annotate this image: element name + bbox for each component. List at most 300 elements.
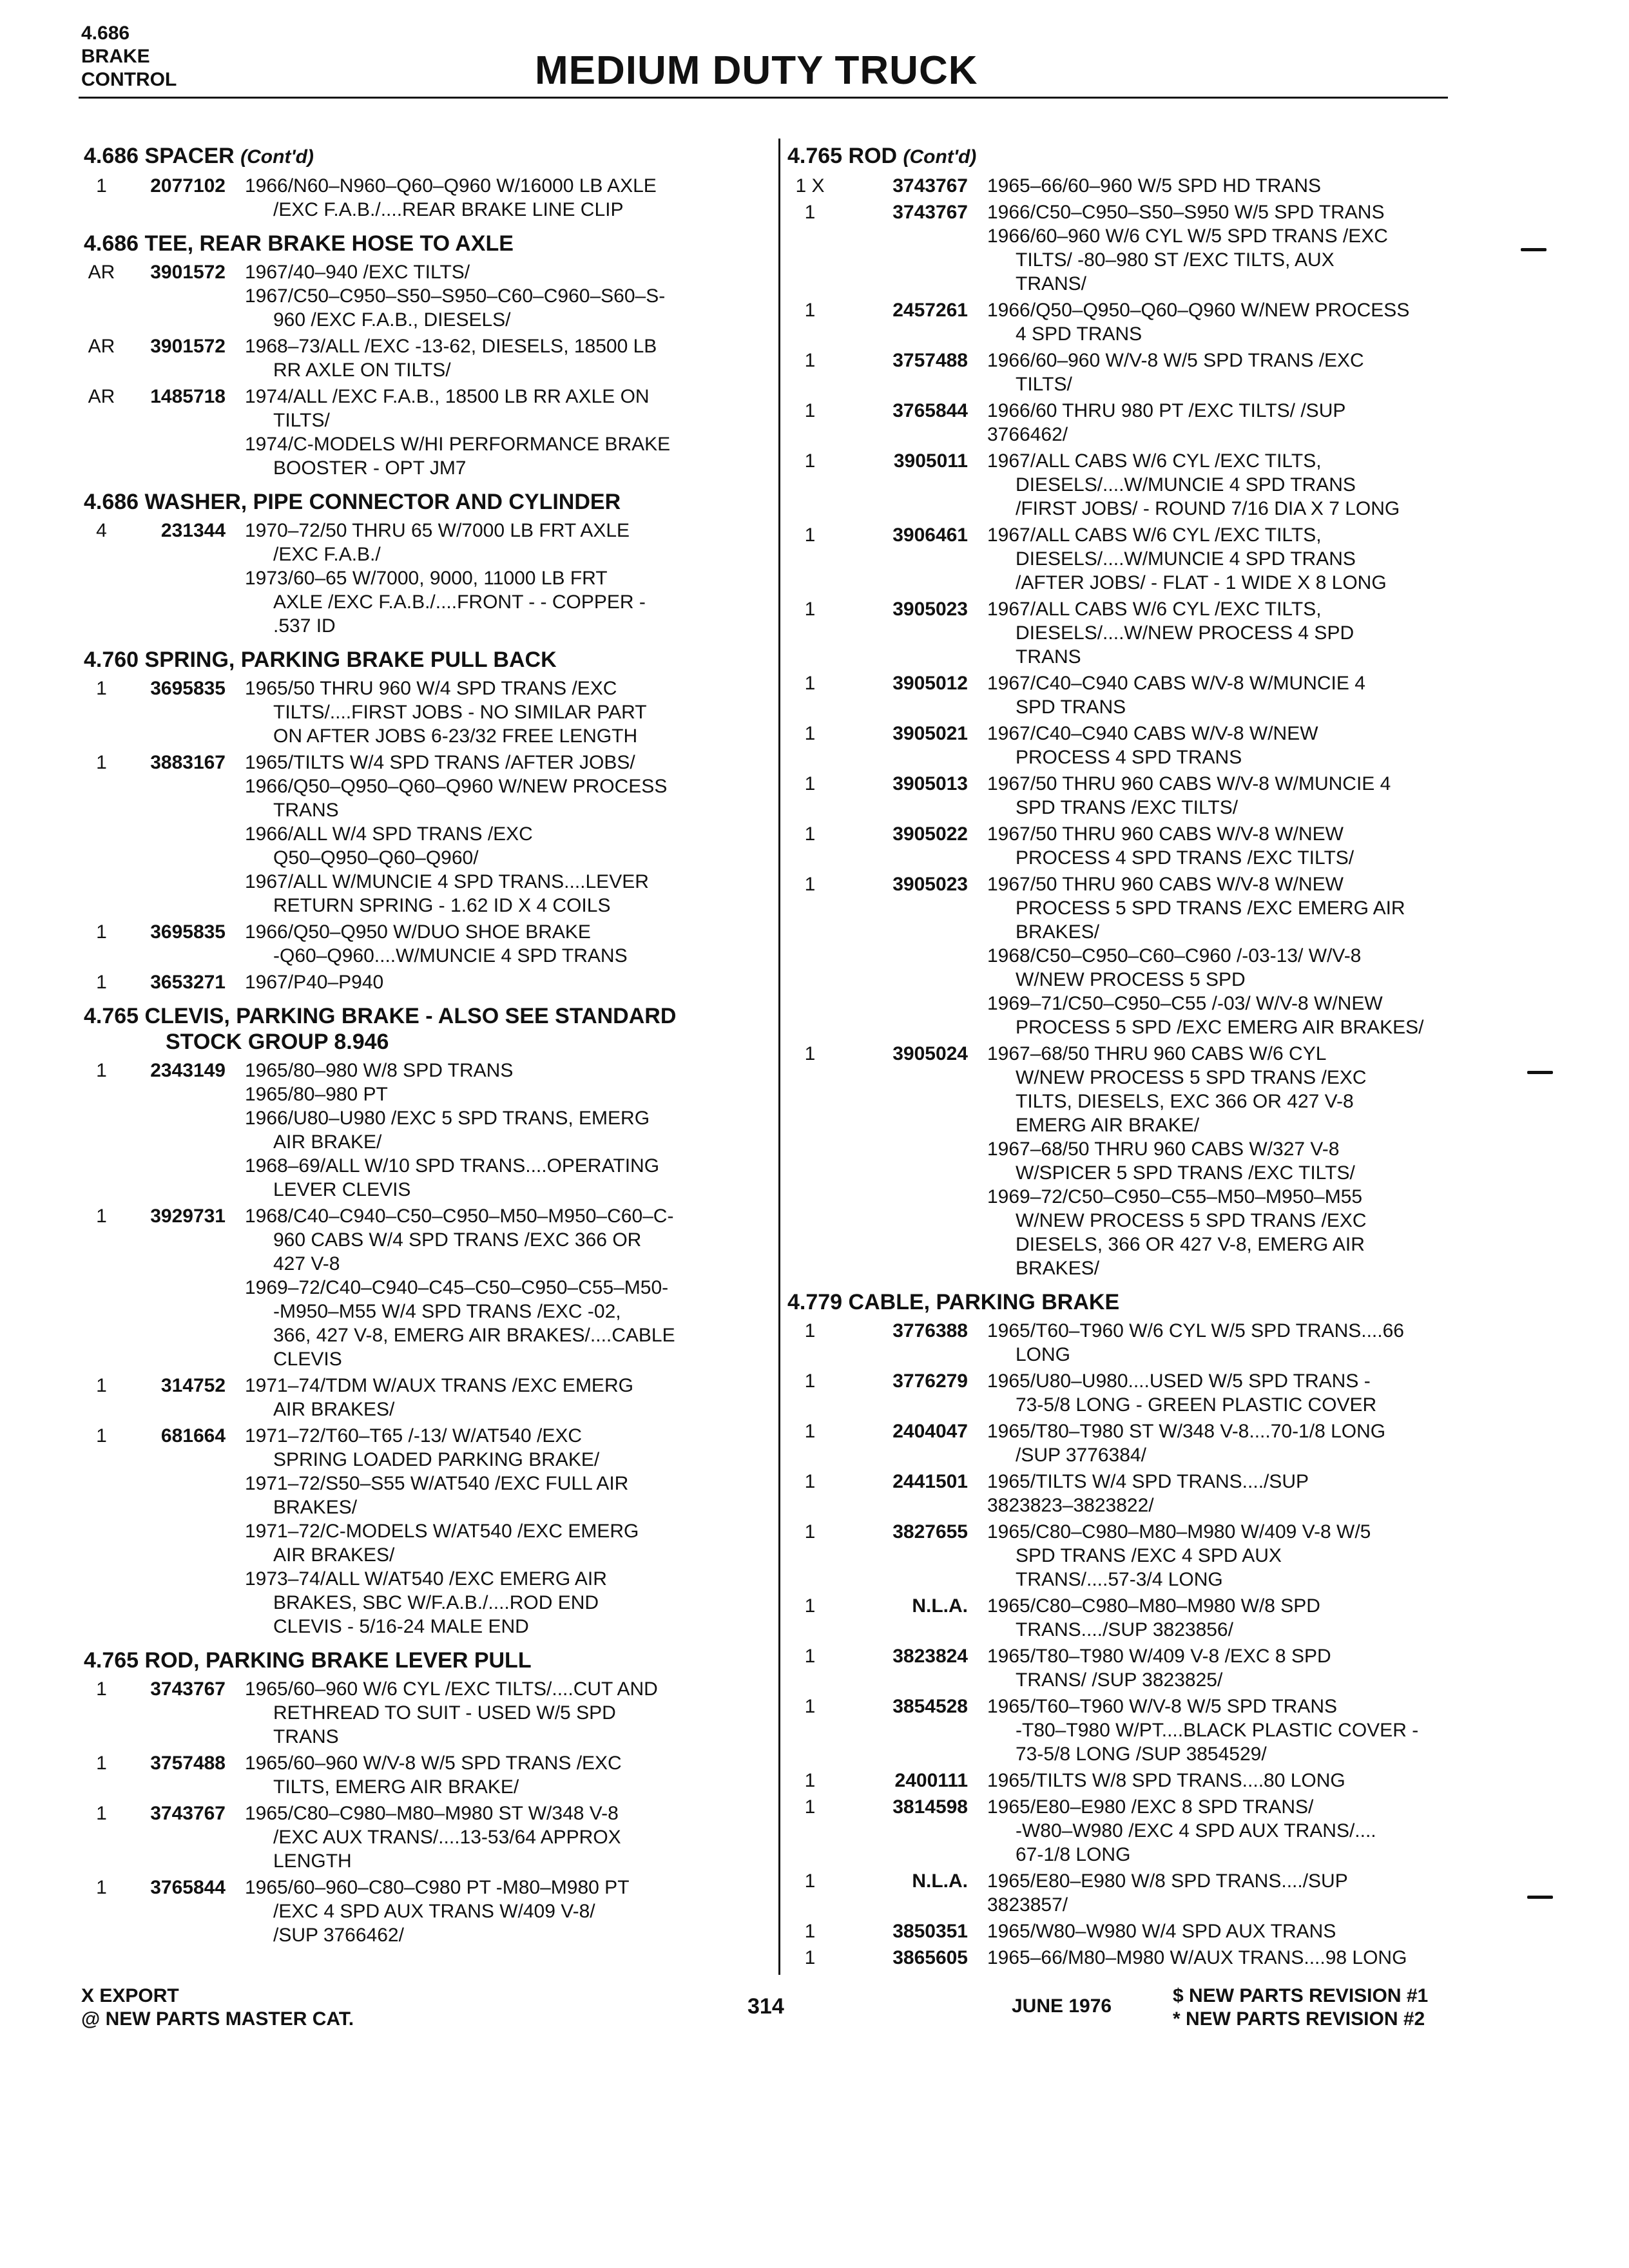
part-description <box>987 1644 1464 1692</box>
description-line: 1965–66/60–960 W/5 SPD HD TRANS <box>987 175 1322 197</box>
header-group-line2: CONTROL <box>81 69 177 90</box>
part-number: 681664 <box>160 1425 226 1446</box>
part-entry <box>84 260 754 332</box>
description-line: 1973/60–65 W/7000, 9000, 11000 LB FRT <box>245 568 608 589</box>
description-line: 1965/60–960–C80–C980 PT -M80–M980 PT <box>245 1877 630 1898</box>
part-description <box>987 1319 1464 1367</box>
quantity: 1 <box>804 1947 816 1968</box>
part-description <box>987 1594 1464 1642</box>
description-line: 1974/ALL /EXC F.A.B., 18500 LB RR AXLE ON <box>245 386 650 407</box>
description-line: BRAKES/ <box>1016 1258 1100 1279</box>
section-heading-text: 4.686 WASHER, PIPE CONNECTOR AND CYLINDER <box>84 490 621 514</box>
description-line: 1968/C50–C950–C60–C960 /-03-13/ W/V-8 <box>987 945 1362 966</box>
description-line: AIR BRAKES/ <box>273 1544 395 1566</box>
part-number: 2400111 <box>894 1770 968 1791</box>
description-line: 1966/C50–C950–S50–S950 W/5 SPD TRANS <box>987 202 1385 223</box>
description-line: 67-1/8 LONG <box>1016 1844 1131 1865</box>
part-description <box>987 399 1464 447</box>
part-entry <box>84 677 754 748</box>
quantity: 1 <box>804 1796 816 1818</box>
part-entry <box>787 1869 1464 1917</box>
part-number: 3905013 <box>892 773 968 794</box>
description-line: CLEVIS <box>273 1349 342 1370</box>
description-line: 4 SPD TRANS <box>1016 323 1142 345</box>
part-entry <box>84 1204 754 1371</box>
description-line: EMERG AIR BRAKE/ <box>1016 1115 1200 1136</box>
description-line: TILTS/ -80–980 ST /EXC TILTS, AUX <box>1016 249 1335 271</box>
section-heading-text: 4.760 SPRING, PARKING BRAKE PULL BACK <box>84 648 557 672</box>
description-line: /EXC AUX TRANS/....13-53/64 APPROX <box>273 1827 621 1848</box>
quantity: 1 <box>804 874 816 895</box>
section-heading-text: 4.686 SPACER <box>84 144 241 168</box>
part-description <box>987 174 1464 198</box>
part-description <box>987 822 1464 870</box>
description-line: TILTS/....FIRST JOBS - NO SIMILAR PART <box>273 702 647 723</box>
quantity: 1 <box>804 773 816 794</box>
description-line: 1966/U80–U980 /EXC 5 SPD TRANS, EMERG <box>245 1108 650 1129</box>
quantity: 1 <box>804 1770 816 1791</box>
section-heading <box>787 1289 1464 1315</box>
description-line: RETURN SPRING - 1.62 ID X 4 COILS <box>273 895 611 916</box>
section-heading <box>84 231 754 256</box>
part-description <box>245 334 754 382</box>
description-line: 1967–68/50 THRU 960 CABS W/327 V-8 <box>987 1139 1340 1160</box>
part-entry <box>787 1919 1464 1943</box>
description-line: 1966/Q50–Q950–Q60–Q960 W/NEW PROCESS <box>987 300 1410 321</box>
description-line: CLEVIS - 5/16-24 MALE END <box>273 1616 529 1637</box>
description-line: /EXC F.A.B./ <box>273 544 381 565</box>
section-heading <box>84 143 754 170</box>
part-number: 2077102 <box>150 175 226 197</box>
part-description <box>245 970 754 994</box>
part-description <box>245 920 754 968</box>
part-description <box>987 1470 1464 1517</box>
description-line: SPD TRANS <box>1016 697 1126 718</box>
part-number: 3743767 <box>892 202 968 223</box>
quantity: 1 <box>804 450 816 472</box>
legend-revision-2: * NEW PARTS REVISION #2 <box>1173 2008 1425 2030</box>
description-line: 73-5/8 LONG /SUP 3854529/ <box>1016 1744 1267 1765</box>
part-entry <box>787 822 1464 870</box>
quantity: 1 <box>804 524 816 546</box>
part-number: 2404047 <box>892 1421 968 1442</box>
part-number: 3905012 <box>892 673 968 694</box>
description-line: TRANS <box>273 800 339 821</box>
description-line: -T80–T980 W/PT....BLACK PLASTIC COVER - <box>1016 1720 1419 1741</box>
description-line: 1968–69/ALL W/10 SPD TRANS....OPERATING <box>245 1155 660 1177</box>
part-description <box>987 1795 1464 1867</box>
description-line: 1967/50 THRU 960 CABS W/V-8 W/NEW <box>987 823 1344 845</box>
part-description <box>987 1695 1464 1766</box>
description-line: LEVER CLEVIS <box>273 1179 411 1200</box>
description-line: 1965/80–980 W/8 SPD TRANS <box>245 1060 514 1081</box>
part-entry <box>787 1769 1464 1792</box>
part-description <box>245 519 754 638</box>
quantity: 1 <box>804 823 816 845</box>
description-line: 1965/C80–C980–M80–M980 W/8 SPD <box>987 1595 1320 1617</box>
description-line: /EXC 4 SPD AUX TRANS W/409 V-8/ <box>273 1901 595 1922</box>
description-line: 1965/T80–T980 ST W/348 V-8....70-1/8 LONG <box>987 1421 1386 1442</box>
quantity: 1 <box>96 1060 107 1081</box>
description-line: 1969–71/C50–C950–C55 /-03/ W/V-8 W/NEW <box>987 993 1383 1014</box>
quantity: 1 <box>96 1678 107 1700</box>
description-line: 1965/T80–T980 W/409 V-8 /EXC 8 SPD <box>987 1646 1331 1667</box>
description-line: 1965/U80–U980....USED W/5 SPD TRANS - <box>987 1370 1371 1392</box>
part-number: 3765844 <box>892 400 968 421</box>
description-line: TILTS, EMERG AIR BRAKE/ <box>273 1776 519 1798</box>
description-line: 3766462/ <box>987 424 1068 445</box>
quantity: AR <box>88 262 115 283</box>
description-line: /SUP 3776384/ <box>1016 1445 1146 1466</box>
description-line: 1967/ALL CABS W/6 CYL /EXC TILTS, <box>987 524 1322 546</box>
description-line: 1965/50 THRU 960 W/4 SPD TRANS /EXC <box>245 678 617 699</box>
description-line: 1965/T60–T960 W/6 CYL W/5 SPD TRANS....66 <box>987 1320 1404 1341</box>
part-entry <box>84 1424 754 1639</box>
part-description <box>987 523 1464 595</box>
part-number: 3757488 <box>892 350 968 371</box>
legend-export: X EXPORT <box>81 1985 179 2006</box>
description-line: 1967/C40–C940 CABS W/V-8 W/NEW <box>987 723 1318 744</box>
part-number: 3865605 <box>892 1947 968 1968</box>
part-number: 3776279 <box>892 1370 968 1392</box>
description-line: TRANS <box>273 1726 339 1747</box>
part-entry <box>84 1802 754 1873</box>
description-line: /AFTER JOBS/ - FLAT - 1 WIDE X 8 LONG <box>1016 572 1387 593</box>
description-line: 1965/60–960 W/6 CYL /EXC TILTS/....CUT AND <box>245 1678 658 1700</box>
description-line: 1971–72/S50–S55 W/AT540 /EXC FULL AIR <box>245 1473 629 1494</box>
header-group-code <box>81 22 177 91</box>
quantity: AR <box>88 386 115 407</box>
description-line: SPD TRANS /EXC 4 SPD AUX <box>1016 1545 1282 1566</box>
description-line: LONG <box>1016 1344 1071 1365</box>
quantity: 1 <box>804 599 816 620</box>
part-description <box>987 1919 1464 1943</box>
part-description <box>987 1520 1464 1591</box>
description-line: RETHREAD TO SUIT - USED W/5 SPD <box>273 1702 616 1724</box>
section-heading-subline: STOCK GROUP 8.946 <box>166 1030 389 1054</box>
section-heading-text: 4.765 ROD <box>787 144 903 168</box>
quantity: 1 <box>96 1425 107 1446</box>
part-entry <box>787 298 1464 346</box>
description-line: 1965/C80–C980–M80–M980 W/409 V-8 W/5 <box>987 1521 1371 1542</box>
part-number: 2343149 <box>150 1060 226 1081</box>
description-line: 1969–72/C50–C950–C55–M50–M950–M55 <box>987 1186 1363 1207</box>
quantity: 1 <box>804 1421 816 1442</box>
quantity: 1 <box>804 1471 816 1492</box>
part-entry <box>84 751 754 918</box>
part-description <box>987 349 1464 396</box>
description-line: SPD TRANS /EXC TILTS/ <box>1016 797 1239 818</box>
description-line: -M950–M55 W/4 SPD TRANS /EXC -02, <box>273 1301 621 1322</box>
part-number: 3901572 <box>150 262 226 283</box>
description-line: 1966/Q50–Q950 W/DUO SHOE BRAKE <box>245 921 591 943</box>
description-line: W/SPICER 5 SPD TRANS /EXC TILTS/ <box>1016 1162 1355 1184</box>
part-entry <box>787 523 1464 595</box>
part-description <box>987 449 1464 521</box>
part-description <box>245 1802 754 1873</box>
description-line: 1965/E80–E980 W/8 SPD TRANS..../SUP <box>987 1870 1348 1892</box>
header-divider <box>79 97 1448 99</box>
description-line: BRAKES/ <box>273 1497 358 1518</box>
description-line: PROCESS 5 SPD /EXC EMERG AIR BRAKES/ <box>1016 1017 1424 1038</box>
column-divider <box>778 139 780 1975</box>
part-entry <box>787 349 1464 396</box>
part-entry <box>787 597 1464 669</box>
quantity: 1 <box>804 1646 816 1667</box>
section-heading-text: 4.779 CABLE, PARKING BRAKE <box>787 1290 1120 1314</box>
description-line: /EXC F.A.B./....REAR BRAKE LINE CLIP <box>273 199 624 220</box>
part-description <box>987 1369 1464 1417</box>
quantity: 1 <box>96 972 107 993</box>
quantity: 1 <box>804 1043 816 1064</box>
quantity: 1 <box>96 175 107 197</box>
description-line: 1966/Q50–Q950–Q60–Q960 W/NEW PROCESS <box>245 776 668 797</box>
section-heading-text: 4.686 TEE, REAR BRAKE HOSE TO AXLE <box>84 231 514 256</box>
section-heading-text: 4.765 CLEVIS, PARKING BRAKE - ALSO SEE STANDARD <box>84 1004 677 1028</box>
part-number: 3695835 <box>150 921 226 943</box>
part-entry <box>787 399 1464 447</box>
part-entry <box>787 1470 1464 1517</box>
continued-label: (Cont'd) <box>903 146 977 168</box>
quantity: 1 <box>96 1803 107 1824</box>
part-entry <box>84 1374 754 1421</box>
part-description <box>245 1059 754 1202</box>
description-line: DIESELS/....W/NEW PROCESS 4 SPD <box>1016 622 1354 644</box>
description-line: ON AFTER JOBS 6-23/32 FREE LENGTH <box>273 726 638 747</box>
part-description <box>245 677 754 748</box>
legend-master-cat: @ NEW PARTS MASTER CAT. <box>81 2008 354 2030</box>
part-entry <box>84 334 754 382</box>
description-line: -Q60–Q960....W/MUNCIE 4 SPD TRANS <box>273 945 628 966</box>
description-line: 1965/TILTS W/8 SPD TRANS....80 LONG <box>987 1770 1345 1791</box>
part-number: 3823824 <box>892 1646 968 1667</box>
part-entry <box>787 174 1464 198</box>
description-line: DIESELS, 366 OR 427 V-8, EMERG AIR <box>1016 1234 1365 1255</box>
part-description <box>987 872 1464 1039</box>
description-line: 1965/TILTS W/4 SPD TRANS /AFTER JOBS/ <box>245 752 635 773</box>
part-description <box>245 260 754 332</box>
continued-label: (Cont'd) <box>240 146 314 168</box>
quantity: AR <box>88 336 115 357</box>
part-entry <box>787 722 1464 769</box>
description-line: PROCESS 4 SPD TRANS /EXC TILTS/ <box>1016 847 1354 869</box>
part-number: 231344 <box>160 520 226 541</box>
description-line: 1965/E80–E980 /EXC 8 SPD TRANS/ <box>987 1796 1314 1818</box>
description-line: PROCESS 4 SPD TRANS <box>1016 747 1242 768</box>
description-line: 960 /EXC F.A.B., DIESELS/ <box>273 309 511 331</box>
description-line: AIR BRAKES/ <box>273 1399 395 1420</box>
description-line: 1965/C80–C980–M80–M980 ST W/348 V-8 <box>245 1803 619 1824</box>
quantity: 1 <box>804 400 816 421</box>
description-line: 1967/50 THRU 960 CABS W/V-8 W/NEW <box>987 874 1344 895</box>
description-line: TRANS/ <box>1016 273 1087 294</box>
part-entry <box>787 1795 1464 1867</box>
part-entry <box>787 671 1464 719</box>
part-entry <box>787 1520 1464 1591</box>
description-line: W/NEW PROCESS 5 SPD TRANS /EXC <box>1016 1210 1367 1231</box>
description-line: AIR BRAKE/ <box>273 1131 382 1153</box>
section-heading <box>84 1003 754 1055</box>
part-number: 3743767 <box>150 1803 226 1824</box>
description-line: TILTS, DIESELS, EXC 366 OR 427 V-8 <box>1016 1091 1354 1112</box>
description-line: AXLE /EXC F.A.B./....FRONT - - COPPER - <box>273 591 646 613</box>
quantity: 1 <box>96 752 107 773</box>
description-line: DIESELS/....W/MUNCIE 4 SPD TRANS <box>1016 474 1356 495</box>
description-line: TRANS <box>1016 646 1081 668</box>
description-line: BRAKES, SBC W/F.A.B./....ROD END <box>273 1592 599 1613</box>
description-line: /FIRST JOBS/ - ROUND 7/16 DIA X 7 LONG <box>1016 498 1400 519</box>
description-line: 1967/40–940 /EXC TILTS/ <box>245 262 470 283</box>
part-number: 3929731 <box>150 1206 226 1227</box>
description-line: 1973–74/ALL W/AT540 /EXC EMERG AIR <box>245 1568 607 1590</box>
quantity: 1 <box>804 1696 816 1717</box>
part-number: 3743767 <box>892 175 968 197</box>
part-description <box>987 1042 1464 1280</box>
part-entry <box>787 1042 1464 1280</box>
part-number: 3757488 <box>150 1753 226 1774</box>
part-number: 3850351 <box>892 1921 968 1942</box>
description-line: 366, 427 V-8, EMERG AIR BRAKES/....CABLE <box>273 1325 675 1346</box>
part-entry <box>84 970 754 994</box>
part-description <box>245 385 754 480</box>
part-number: 3765844 <box>150 1877 226 1898</box>
part-description <box>987 671 1464 719</box>
description-line: 1968/C40–C940–C50–C950–M50–M950–C60–C- <box>245 1206 674 1227</box>
part-number: 3905023 <box>892 874 968 895</box>
description-line: 1965/80–980 PT <box>245 1084 388 1105</box>
description-line: 1967/ALL W/MUNCIE 4 SPD TRANS....LEVER <box>245 871 649 892</box>
right-column <box>787 143 1464 1972</box>
part-number: 3883167 <box>150 752 226 773</box>
section-heading <box>787 143 1464 170</box>
quantity: 1 <box>804 1921 816 1942</box>
part-entry <box>787 1644 1464 1692</box>
part-number: 3901572 <box>150 336 226 357</box>
part-description <box>987 1769 1464 1792</box>
quantity: 1 <box>804 1320 816 1341</box>
legend-revision-1: $ NEW PARTS REVISION #1 <box>1173 1985 1429 2006</box>
margin-mark <box>1527 1071 1553 1074</box>
part-number: 3905024 <box>892 1043 968 1064</box>
quantity: 1 <box>804 202 816 223</box>
part-entry <box>787 1369 1464 1417</box>
part-description <box>245 1424 754 1639</box>
part-entry <box>84 1876 754 1947</box>
publication-date: JUNE 1976 <box>1012 1995 1112 2017</box>
part-number: 2457261 <box>892 300 968 321</box>
quantity: 1 <box>804 1595 816 1617</box>
description-line: -W80–W980 /EXC 4 SPD AUX TRANS/.... <box>1016 1820 1376 1841</box>
margin-mark <box>1527 1896 1553 1899</box>
description-line: 3823857/ <box>987 1894 1068 1916</box>
description-line: 1966/N60–N960–Q60–Q960 W/16000 LB AXLE <box>245 175 657 197</box>
part-number: N.L.A. <box>912 1595 968 1617</box>
part-entry <box>787 872 1464 1039</box>
description-line: 1965/60–960 W/V-8 W/5 SPD TRANS /EXC <box>245 1753 622 1774</box>
part-number: 3827655 <box>892 1521 968 1542</box>
footer-legend-right <box>1173 1984 1428 2031</box>
part-number: 3743767 <box>150 1678 226 1700</box>
description-line: TILTS/ <box>1016 374 1072 395</box>
footer-legend-left <box>81 1984 354 2031</box>
part-entry <box>787 1695 1464 1766</box>
quantity: 1 <box>96 1877 107 1898</box>
part-description <box>987 772 1464 820</box>
part-number: 3905021 <box>892 723 968 744</box>
page-number: 314 <box>747 1994 784 2019</box>
description-line: PROCESS 5 SPD TRANS /EXC EMERG AIR <box>1016 898 1405 919</box>
description-line: 1966/60–960 W/6 CYL W/5 SPD TRANS /EXC <box>987 226 1388 247</box>
part-description <box>245 1876 754 1947</box>
part-description <box>245 1374 754 1421</box>
part-number: 3905022 <box>892 823 968 845</box>
description-line: /SUP 3766462/ <box>273 1925 404 1946</box>
part-number: 314752 <box>160 1375 226 1396</box>
quantity: 1 <box>804 350 816 371</box>
quantity: 1 <box>96 1375 107 1396</box>
description-line: 1967/ALL CABS W/6 CYL /EXC TILTS, <box>987 599 1322 620</box>
page-title: MEDIUM DUTY TRUCK <box>535 48 978 93</box>
part-number: 1485718 <box>150 386 226 407</box>
description-line: W/NEW PROCESS 5 SPD <box>1016 969 1246 990</box>
description-line: 1965/TILTS W/4 SPD TRANS..../SUP <box>987 1471 1309 1492</box>
description-line: 1965–66/M80–M980 W/AUX TRANS....98 LONG <box>987 1947 1407 1968</box>
part-entry <box>84 1059 754 1202</box>
description-line: 1971–72/T60–T65 /-13/ W/AT540 /EXC <box>245 1425 583 1446</box>
part-entry <box>787 1319 1464 1367</box>
quantity: 1 <box>96 921 107 943</box>
section-heading <box>84 1648 754 1673</box>
part-entry <box>84 920 754 968</box>
quantity: 1 <box>804 673 816 694</box>
part-description <box>987 298 1464 346</box>
part-entry <box>84 1751 754 1799</box>
quantity: 1 X <box>795 175 825 197</box>
part-number: 2441501 <box>892 1471 968 1492</box>
quantity: 1 <box>804 1870 816 1892</box>
part-entry <box>787 1419 1464 1467</box>
description-line: 3823823–3823822/ <box>987 1495 1154 1516</box>
description-line: 1974/C-MODELS W/HI PERFORMANCE BRAKE <box>245 434 671 455</box>
part-number: 3905011 <box>893 450 968 472</box>
description-line: 1965/T60–T960 W/V-8 W/5 SPD TRANS <box>987 1696 1338 1717</box>
description-line: BRAKES/ <box>1016 921 1100 943</box>
part-description <box>987 597 1464 669</box>
part-description <box>987 1946 1464 1970</box>
section-heading <box>84 647 754 673</box>
quantity: 1 <box>804 300 816 321</box>
description-line: TRANS/ /SUP 3823825/ <box>1016 1669 1223 1691</box>
description-line: W/NEW PROCESS 5 SPD TRANS /EXC <box>1016 1067 1367 1088</box>
description-line: 1970–72/50 THRU 65 W/7000 LB FRT AXLE <box>245 520 630 541</box>
part-entry <box>84 519 754 638</box>
header-code: 4.686 <box>81 23 130 44</box>
part-number: 3653271 <box>150 972 226 993</box>
description-line: 1967/ALL CABS W/6 CYL /EXC TILTS, <box>987 450 1322 472</box>
part-description <box>245 1204 754 1371</box>
description-line: 1966/60 THRU 980 PT /EXC TILTS/ /SUP <box>987 400 1346 421</box>
description-line: 1965/W80–W980 W/4 SPD AUX TRANS <box>987 1921 1336 1942</box>
part-number: 3695835 <box>150 678 226 699</box>
part-entry <box>787 772 1464 820</box>
section-heading <box>84 489 754 515</box>
description-line: TRANS/....57-3/4 LONG <box>1016 1569 1223 1590</box>
part-number: 3814598 <box>892 1796 968 1818</box>
quantity: 4 <box>96 520 107 541</box>
description-line: DIESELS/....W/MUNCIE 4 SPD TRANS <box>1016 548 1356 570</box>
description-line: 1967/P40–P940 <box>245 972 384 993</box>
part-entry <box>787 200 1464 296</box>
